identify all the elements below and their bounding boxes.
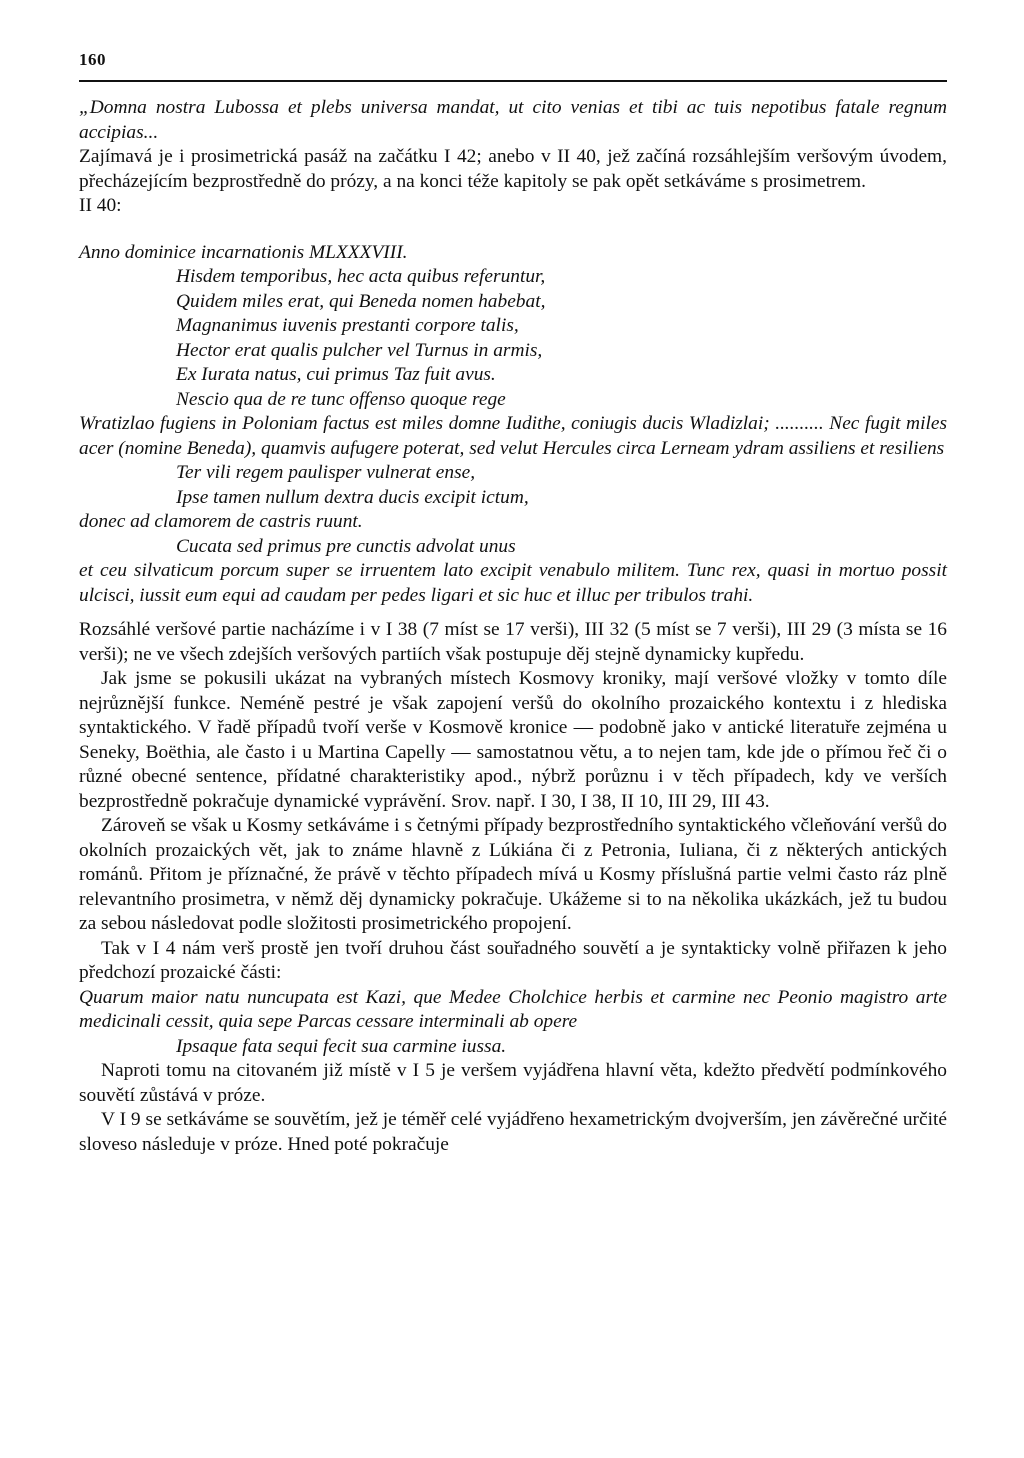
spacer (79, 608, 947, 618)
verse-line: Cucata sed primus pre cunctis advolat unus (176, 535, 516, 557)
verse-line: Hisdem temporibus, hec acta quibus referuntur, (176, 266, 546, 287)
paragraph: Naproti tomu na citovaném již místě v I 5 je veršem vyjádřena hlavní věta, kdežto předvětí podmínkového souvětí zůstává v próze. (79, 1060, 947, 1106)
spacer (79, 219, 947, 241)
paragraph: Tak v I 4 nám verš prostě jen tvoří druhou část souřadného souvětí a je syntakticky volně přiřazen k jeho předchozí prozaické části: (79, 937, 947, 983)
verse-line: Magnanimus iuvenis prestanti corpore talis, (176, 315, 519, 336)
verse-line: Quidem miles erat, qui Beneda nomen habebat, (176, 290, 546, 312)
paragraph: Rozsáhlé veršové partie nacházíme i v I 38 (7 míst se 17 verši), III 32 (5 míst se 7 verši), III 29 (3 místa se 16 verši); ne ve všech zdejších veršových partiích však postupuje děj stejně dynamicky kupředu. (79, 619, 947, 665)
verse-line: Ter vili regem paulisper vulnerat ense, (176, 462, 476, 483)
page-number: 160 (79, 50, 106, 69)
text-line: II 40: (79, 195, 122, 216)
verse-line: Ipsaque fata sequi fecit sua carmine iussa. (176, 1035, 507, 1057)
page-body (79, 96, 947, 1157)
verse-line: Ipse tamen nullum dextra ducis excipit ictum, (176, 486, 529, 508)
latin-prose: Wratizlao fugiens in Poloniam factus est miles domne Iudithe, coniugis ducis Wladizlai; .......... Nec fugit miles acer (nomine Beneda), quamvis aufugere poterat, sed velut Hercules circa Lerneam ydram assiliens et resiliens (79, 413, 947, 459)
latin-line: donec ad clamorem de castris ruunt. (79, 511, 363, 532)
paragraph: Zároveň se však u Kosmy setkáváme i s četnými případy bezprostředního syntaktického včleňování veršů do okolních prozaických vět, jak to známe hlavně z Lúkiána či z Petronia, Iuliana, či z některých antických románů. Přitom je příznačné, že právě v těchto případech mívá u Kosmy příslušná partie velmi často ráz plně relevantního prosimetra, v němž děj dynamicky pokračuje. Ukážeme si to na několika ukázkách, jež tu budou za sebou následovat podle složitosti prosimetrického propojení. (79, 815, 947, 934)
paragraph: Jak jsme se pokusili ukázat na vybraných místech Kosmovy kroniky, mají veršové vložky v tomto díle nejrůznější funkce. Neméně pestré je však zapojení veršů do okolního prozaického kontextu i z hlediska syntaktického. V řadě případů tvoří verše v Kosmově kronice — podobně jako v antické literatuře zejména u Seneky, Boëthia, ale často i u Martina Capelly — samostatnou větu, a to nejen tam, kde jde o přímou řeč či o různé obecné sentence, přídatné charakteristiky apod., nýbrž porůznu i v těch případech, kdy ve verších bezprostředně pokračuje dynamické vyprávění. Srov. např. I 30, I 38, II 10, III 29, III 43. (79, 668, 947, 812)
header-rule (79, 80, 947, 82)
latin-prose: et ceu silvaticum porcum super se irruentem lato excipit venabulo militem. Tunc rex, quasi in mortuo possit ulcisci, iussit eum equi ad caudam per pedes ligari et sic huc et illuc per tribulos trahi. (79, 560, 947, 606)
verse-line: Hector erat qualis pulcher vel Turnus in armis, (176, 339, 543, 361)
verse-line: Ex Iurata natus, cui primus Taz fuit avus. (176, 364, 496, 385)
latin-prose: Quarum maior natu nuncupata est Kazi, que Medee Cholchice herbis et carmine nec Peonio magistro arte medicinali cessit, quia sepe Parcas cessare interminali ab opere (79, 986, 947, 1032)
latin-line: Anno dominice incarnationis MLXXXVIII. (79, 241, 408, 263)
verse-line: Nescio qua de re tunc offenso quoque rege (176, 388, 506, 410)
paragraph: Zajímavá je i prosimetrická pasáž na začátku I 42; anebo v II 40, jež začíná rozsáhlejším veršovým úvodem, přecházejícím bezprostředně do prózy, a na konci téže kapitoly se pak opět setkáváme s prosimetrem. (79, 146, 947, 192)
latin-prose: „Domna nostra Lubossa et plebs universa mandat, ut cito venias et tibi ac tuis nepotibus fatale regnum accipias... (79, 97, 947, 143)
paragraph: V I 9 se setkáváme se souvětím, jež je téměř celé vyjádřeno hexametrickým dvojverším, jen závěrečné určité sloveso následuje v próze. Hned poté pokračuje (79, 1109, 947, 1155)
